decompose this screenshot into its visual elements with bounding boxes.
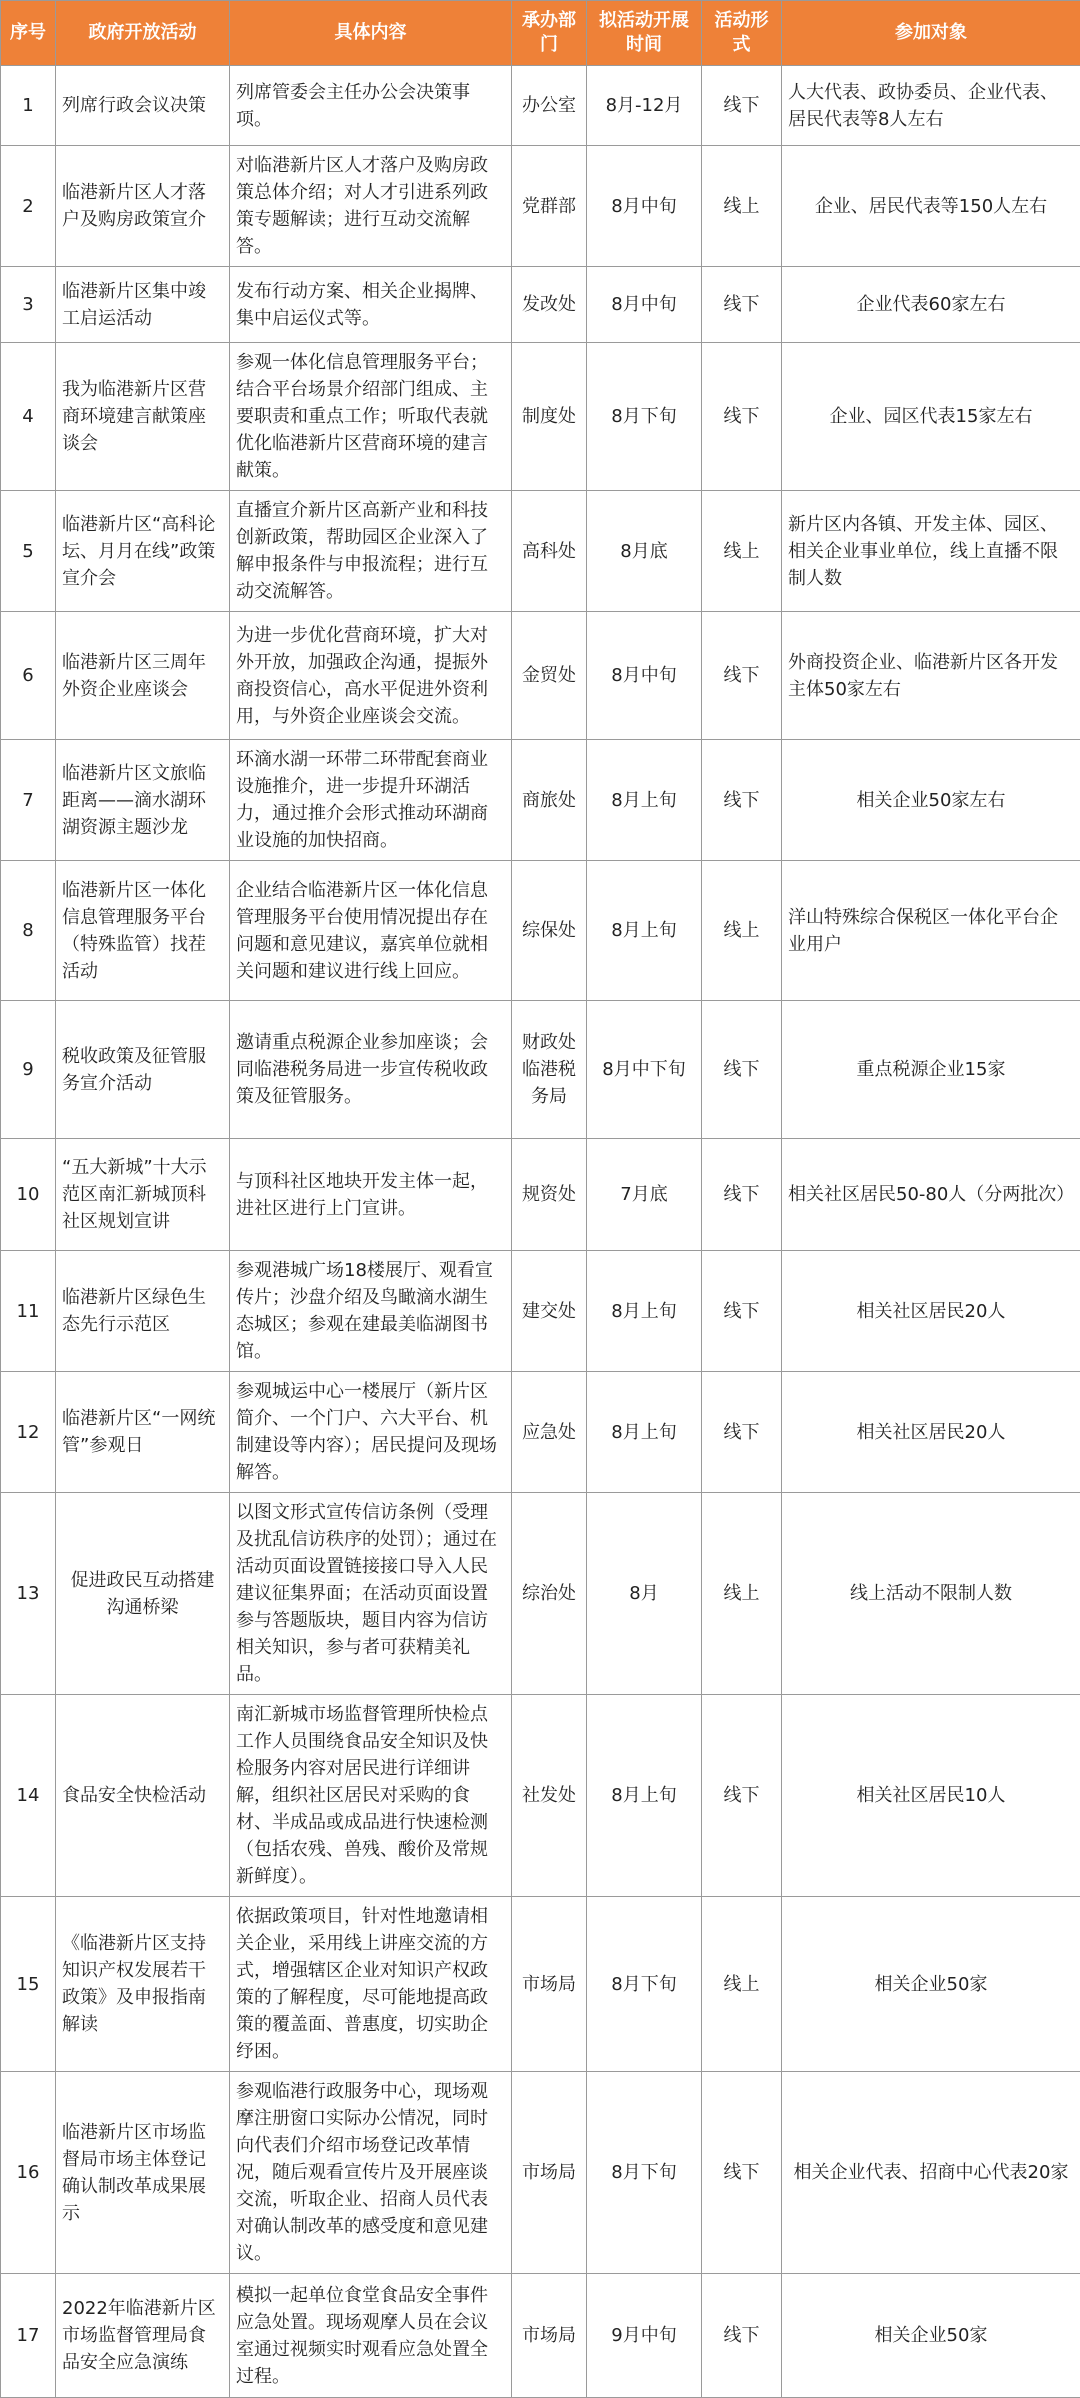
cell-time: 8月底 — [587, 491, 702, 612]
cell-form: 线下 — [702, 267, 782, 343]
cell-time: 8月上旬 — [587, 861, 702, 1001]
cell-participants: 相关企业50家左右 — [782, 740, 1080, 861]
cell-content: 参观临港行政服务中心，现场观摩注册窗口实际办公情况，同时向代表们介绍市场登记改革情况，随后观看宣传片及开展座谈交流，听取企业、招商人员代表对确认制改革的感受度和意见建议。 — [230, 2072, 512, 2274]
cell-index: 1 — [1, 66, 56, 146]
cell-content: 发布行动方案、相关企业揭牌、集中启运仪式等。 — [230, 267, 512, 343]
table-row — [1, 1001, 1080, 1139]
header-time: 拟活动开展时间 — [587, 1, 702, 66]
cell-index: 15 — [1, 1897, 56, 2072]
cell-content: 参观港城广场18楼展厅、观看宣传片；沙盘介绍及鸟瞰滴水湖生态城区；参观在建最美临湖图书馆。 — [230, 1251, 512, 1372]
cell-index: 14 — [1, 1695, 56, 1897]
cell-form: 线下 — [702, 1001, 782, 1139]
cell-index: 8 — [1, 861, 56, 1001]
cell-time: 8月中下旬 — [587, 1001, 702, 1139]
cell-department: 财政处临港税务局 — [512, 1001, 587, 1139]
cell-index: 2 — [1, 146, 56, 267]
cell-index: 17 — [1, 2274, 56, 2398]
cell-content: 模拟一起单位食堂食品安全事件应急处置。现场观摩人员在会议室通过视频实时观看应急处置全过程。 — [230, 2274, 512, 2398]
cell-activity: 临港新片区一体化信息管理服务平台（特殊监管）找茬活动 — [56, 861, 230, 1001]
table-row — [1, 612, 1080, 740]
table-row — [1, 1372, 1080, 1493]
cell-department: 发改处 — [512, 267, 587, 343]
cell-activity: 临港新片区“高科论坛、月月在线”政策宣介会 — [56, 491, 230, 612]
table-row — [1, 1251, 1080, 1372]
table-row — [1, 491, 1080, 612]
cell-activity: 列席行政会议决策 — [56, 66, 230, 146]
cell-form: 线下 — [702, 2274, 782, 2398]
cell-department: 规资处 — [512, 1139, 587, 1251]
cell-index: 4 — [1, 343, 56, 491]
cell-form: 线下 — [702, 343, 782, 491]
table-row — [1, 740, 1080, 861]
cell-department: 综保处 — [512, 861, 587, 1001]
table-header-row — [1, 1, 1080, 66]
cell-form: 线下 — [702, 66, 782, 146]
cell-participants: 相关社区居民20人 — [782, 1251, 1080, 1372]
header-department: 承办部门 — [512, 1, 587, 66]
table-row — [1, 267, 1080, 343]
cell-participants: 企业代表60家左右 — [782, 267, 1080, 343]
cell-index: 10 — [1, 1139, 56, 1251]
cell-content: 环滴水湖一环带二环带配套商业设施推介，进一步提升环湖活力，通过推介会形式推动环湖商业设施的加快招商。 — [230, 740, 512, 861]
table-row — [1, 2274, 1080, 2398]
cell-participants: 相关企业50家 — [782, 2274, 1080, 2398]
header-index: 序号 — [1, 1, 56, 66]
header-form: 活动形式 — [702, 1, 782, 66]
cell-content: 邀请重点税源企业参加座谈；会同临港税务局进一步宣传税收政策及征管服务。 — [230, 1001, 512, 1139]
cell-participants: 新片区内各镇、开发主体、园区、相关企业事业单位，线上直播不限制人数 — [782, 491, 1080, 612]
cell-content: 参观城运中心一楼展厅（新片区简介、一个门户、六大平台、机制建设等内容）；居民提问及现场解答。 — [230, 1372, 512, 1493]
table-row — [1, 1695, 1080, 1897]
cell-time: 8月 — [587, 1493, 702, 1695]
cell-time: 8月下旬 — [587, 1897, 702, 2072]
cell-content: 与顶科社区地块开发主体一起，进社区进行上门宣讲。 — [230, 1139, 512, 1251]
cell-activity: 促进政民互动搭建沟通桥梁 — [56, 1493, 230, 1695]
cell-participants: 相关企业代表、招商中心代表20家 — [782, 2072, 1080, 2274]
cell-content: 以图文形式宣传信访条例（受理及扰乱信访秩序的处罚）；通过在活动页面设置链接接口导入人民建议征集界面；在活动页面设置参与答题版块，题目内容为信访相关知识，参与者可获精美礼品。 — [230, 1493, 512, 1695]
cell-time: 8月中旬 — [587, 612, 702, 740]
cell-time: 8月上旬 — [587, 1251, 702, 1372]
cell-participants: 企业、居民代表等150人左右 — [782, 146, 1080, 267]
cell-content: 南汇新城市场监督管理所快检点工作人员围绕食品安全知识及快检服务内容对居民进行详细讲解，组织社区居民对采购的食材、半成品或成品进行快速检测（包括农残、兽残、酸价及常规新鲜度）。 — [230, 1695, 512, 1897]
cell-index: 11 — [1, 1251, 56, 1372]
header-activity: 政府开放活动 — [56, 1, 230, 66]
cell-content: 直播宣介新片区高新产业和科技创新政策，帮助园区企业深入了解申报条件与申报流程；进行互动交流解答。 — [230, 491, 512, 612]
cell-form: 线上 — [702, 146, 782, 267]
cell-department: 商旅处 — [512, 740, 587, 861]
cell-form: 线上 — [702, 861, 782, 1001]
cell-index: 6 — [1, 612, 56, 740]
cell-department: 综治处 — [512, 1493, 587, 1695]
cell-form: 线下 — [702, 2072, 782, 2274]
table-row — [1, 1493, 1080, 1695]
cell-form: 线下 — [702, 740, 782, 861]
cell-time: 8月上旬 — [587, 740, 702, 861]
cell-form: 线下 — [702, 1139, 782, 1251]
cell-participants: 外商投资企业、临港新片区各开发主体50家左右 — [782, 612, 1080, 740]
cell-index: 12 — [1, 1372, 56, 1493]
cell-time: 8月上旬 — [587, 1695, 702, 1897]
cell-participants: 企业、园区代表15家左右 — [782, 343, 1080, 491]
cell-content: 为进一步优化营商环境，扩大对外开放，加强政企沟通，提振外商投资信心，高水平促进外资利用，与外资企业座谈会交流。 — [230, 612, 512, 740]
table-row — [1, 1139, 1080, 1251]
cell-time: 8月下旬 — [587, 343, 702, 491]
cell-activity: 临港新片区集中竣工启运活动 — [56, 267, 230, 343]
table-row — [1, 343, 1080, 491]
cell-department: 市场局 — [512, 1897, 587, 2072]
cell-activity: 临港新片区三周年外资企业座谈会 — [56, 612, 230, 740]
cell-activity: 《临港新片区支持知识产权发展若干政策》及申报指南解读 — [56, 1897, 230, 2072]
cell-department: 党群部 — [512, 146, 587, 267]
cell-index: 5 — [1, 491, 56, 612]
table-row — [1, 66, 1080, 146]
cell-index: 13 — [1, 1493, 56, 1695]
cell-activity: 食品安全快检活动 — [56, 1695, 230, 1897]
cell-activity: 2022年临港新片区市场监督管理局食品安全应急演练 — [56, 2274, 230, 2398]
cell-index: 7 — [1, 740, 56, 861]
cell-department: 社发处 — [512, 1695, 587, 1897]
cell-form: 线下 — [702, 1372, 782, 1493]
table-row — [1, 2072, 1080, 2274]
table-row — [1, 861, 1080, 1001]
cell-participants: 相关企业50家 — [782, 1897, 1080, 2072]
cell-activity: 临港新片区市场监督局市场主体登记确认制改革成果展示 — [56, 2072, 230, 2274]
cell-form: 线下 — [702, 1251, 782, 1372]
cell-activity: 我为临港新片区营商环境建言献策座谈会 — [56, 343, 230, 491]
cell-form: 线上 — [702, 1897, 782, 2072]
cell-time: 9月中旬 — [587, 2274, 702, 2398]
cell-activity: 临港新片区人才落户及购房政策宣介 — [56, 146, 230, 267]
cell-index: 9 — [1, 1001, 56, 1139]
cell-content: 列席管委会主任办公会决策事项。 — [230, 66, 512, 146]
cell-time: 8月-12月 — [587, 66, 702, 146]
cell-time: 8月上旬 — [587, 1372, 702, 1493]
cell-participants: 相关社区居民50-80人（分两批次） — [782, 1139, 1080, 1251]
cell-form: 线上 — [702, 1493, 782, 1695]
cell-department: 市场局 — [512, 2274, 587, 2398]
cell-content: 依据政策项目，针对性地邀请相关企业，采用线上讲座交流的方式，增强辖区企业对知识产权政策的了解程度，尽可能地提高政策的覆盖面、普惠度，切实助企纾困。 — [230, 1897, 512, 2072]
cell-activity: “五大新城”十大示范区南汇新城顶科社区规划宣讲 — [56, 1139, 230, 1251]
cell-department: 应急处 — [512, 1372, 587, 1493]
cell-department: 金贸处 — [512, 612, 587, 740]
header-participants: 参加对象 — [782, 1, 1080, 66]
cell-time: 7月底 — [587, 1139, 702, 1251]
cell-form: 线下 — [702, 612, 782, 740]
cell-participants: 相关社区居民20人 — [782, 1372, 1080, 1493]
table-row — [1, 146, 1080, 267]
cell-department: 办公室 — [512, 66, 587, 146]
cell-participants: 重点税源企业15家 — [782, 1001, 1080, 1139]
cell-activity: 税收政策及征管服务宣介活动 — [56, 1001, 230, 1139]
cell-content: 企业结合临港新片区一体化信息管理服务平台使用情况提出存在问题和意见建议，嘉宾单位就相关问题和建议进行线上回应。 — [230, 861, 512, 1001]
cell-form: 线下 — [702, 1695, 782, 1897]
cell-department: 建交处 — [512, 1251, 587, 1372]
cell-index: 16 — [1, 2072, 56, 2274]
cell-time: 8月下旬 — [587, 2072, 702, 2274]
header-content: 具体内容 — [230, 1, 512, 66]
cell-department: 市场局 — [512, 2072, 587, 2274]
cell-time: 8月中旬 — [587, 267, 702, 343]
cell-participants: 洋山特殊综合保税区一体化平台企业用户 — [782, 861, 1080, 1001]
cell-participants: 相关社区居民10人 — [782, 1695, 1080, 1897]
cell-department: 制度处 — [512, 343, 587, 491]
cell-department: 高科处 — [512, 491, 587, 612]
cell-activity: 临港新片区“一网统管”参观日 — [56, 1372, 230, 1493]
cell-time: 8月中旬 — [587, 146, 702, 267]
cell-participants: 人大代表、政协委员、企业代表、居民代表等8人左右 — [782, 66, 1080, 146]
cell-participants: 线上活动不限制人数 — [782, 1493, 1080, 1695]
cell-form: 线上 — [702, 491, 782, 612]
cell-index: 3 — [1, 267, 56, 343]
table-row — [1, 1897, 1080, 2072]
cell-content: 参观一体化信息管理服务平台；结合平台场景介绍部门组成、主要职责和重点工作；听取代表就优化临港新片区营商环境的建言献策。 — [230, 343, 512, 491]
cell-activity: 临港新片区文旅临距离——滴水湖环湖资源主题沙龙 — [56, 740, 230, 861]
cell-content: 对临港新片区人才落户及购房政策总体介绍；对人才引进系列政策专题解读；进行互动交流解答。 — [230, 146, 512, 267]
cell-activity: 临港新片区绿色生态先行示范区 — [56, 1251, 230, 1372]
